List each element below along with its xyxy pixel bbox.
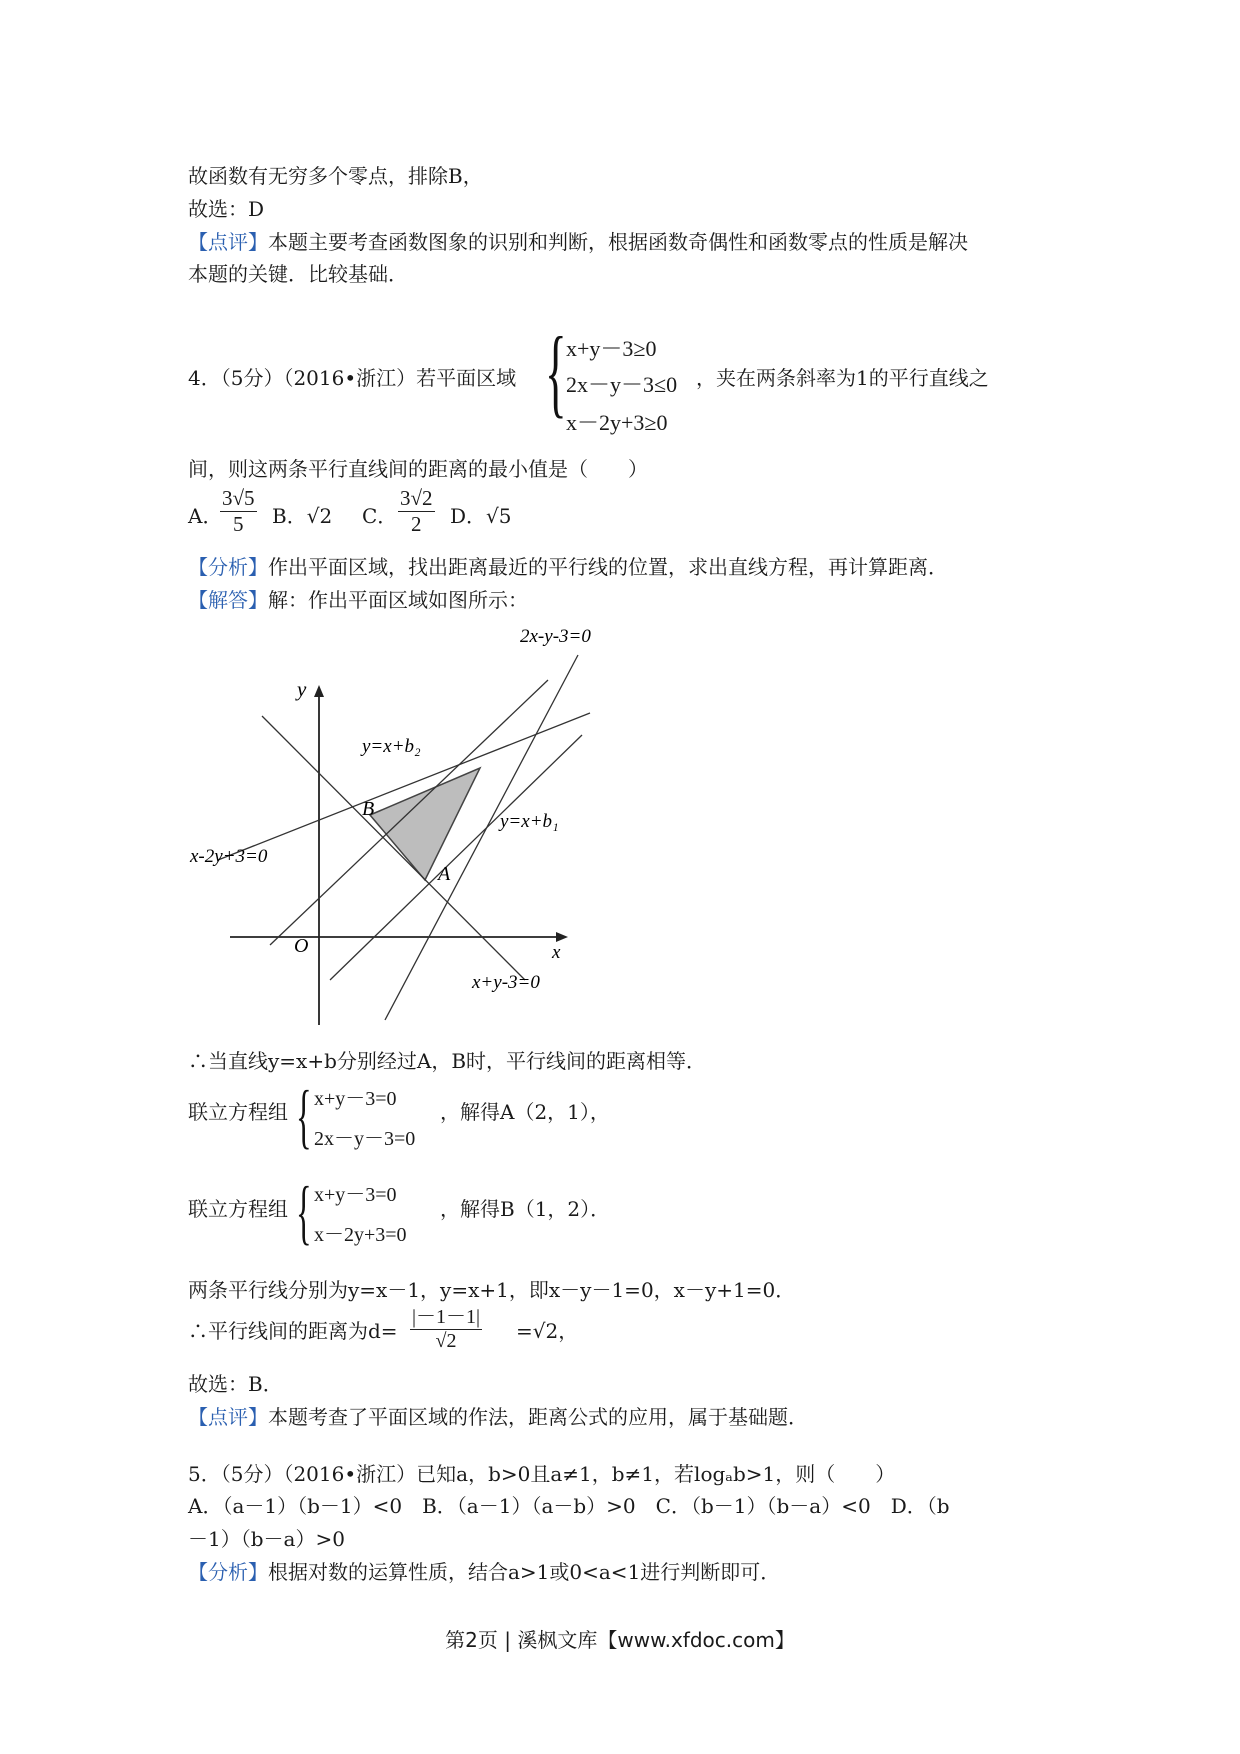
sys3-eq-1: x+y－3=0: [314, 1184, 397, 1206]
analysis-tag: 【分析】: [188, 555, 268, 579]
sol-line-1: ∴当直线y=x+b分别经过A，B时，平行线间的距离相等．: [188, 1049, 707, 1073]
q5-stem: 5．（5分）（2016•浙江）已知a，b>0且a≠1，b≠1，若logₐb>1，则（ ）: [188, 1462, 896, 1486]
sol-line-4: 两条平行线分别为y=x－1，y=x+1，即x－y－1=0，x－y+1=0．: [188, 1278, 796, 1302]
analysis-text: 根据对数的运算性质，结合a>1或0<a<1进行判断即可．: [268, 1560, 781, 1584]
sys2-eq-1: x+y－3=0: [314, 1088, 397, 1110]
left-brace: {: [296, 1172, 312, 1252]
sol-line-3-result: ，解得B（1，2）．: [440, 1197, 611, 1221]
comment-line: [188, 1403, 808, 1431]
analysis-text: 作出平面区域，找出距离最近的平行线的位置，求出直线方程，再计算距离．: [268, 555, 948, 579]
label-axis-y: y: [297, 677, 307, 701]
answer-text: 解：作出平面区域如图所示：: [268, 588, 528, 612]
text-line: 本题的关键．比较基础．: [188, 262, 408, 286]
feasible-region: [370, 768, 480, 880]
label-point-b: B: [362, 798, 375, 820]
analysis-line: [188, 553, 948, 581]
option-c-fraction: [398, 486, 435, 537]
line-b1: [330, 735, 582, 980]
option-d: D．√5: [450, 504, 512, 528]
comment-text: 本题主要考查函数图象的识别和判断，根据函数奇偶性和函数零点的性质是解决: [268, 230, 968, 254]
text-line: 故选：D: [188, 197, 265, 221]
analysis-line: [188, 1558, 780, 1586]
q5-options-2: －1）（b－a）>0: [188, 1527, 345, 1551]
sol-line-2: 联立方程组: [188, 1100, 288, 1124]
label-axis-x: x: [552, 942, 561, 963]
analysis-tag: 【分析】: [188, 1560, 268, 1584]
comment-tag: 【点评】: [188, 230, 268, 254]
left-brace: {: [545, 316, 567, 427]
comment-text: 本题考查了平面区域的作法，距离公式的应用，属于基础题．: [268, 1405, 808, 1429]
distance-denominator: √2: [435, 1330, 457, 1352]
answer-tag: 【解答】: [188, 588, 268, 612]
option-a-numerator: 3√5: [222, 486, 255, 510]
x-axis-arrow: [556, 932, 568, 942]
q4-ineq-1: x+y－3≥0: [566, 336, 657, 361]
label-2x-y-3: 2x-y-3=0: [520, 626, 591, 647]
q4-stem: [188, 364, 516, 392]
comment-tag: 【点评】: [188, 1405, 268, 1429]
page-footer: 第2页 | 溪枫文库【www.xfdoc.com】: [445, 1628, 795, 1652]
option-a-denominator: 5: [233, 512, 244, 536]
left-brace: {: [296, 1076, 312, 1156]
option-b: B．√2: [272, 504, 333, 528]
sys3-eq-2: x－2y+3=0: [314, 1224, 407, 1246]
distance-fraction: [410, 1300, 482, 1353]
q4-suffix: ，夹在两条斜率为1的平行直线之: [696, 366, 989, 390]
option-c-denominator: 2: [411, 512, 422, 536]
comment-line: [188, 228, 968, 256]
option-a-fraction: [220, 486, 257, 537]
sol-line-5-result: =√2，: [516, 1319, 579, 1343]
sol-line-6: 故选：B．: [188, 1372, 283, 1396]
option-c-numerator: 3√2: [400, 486, 433, 510]
distance-numerator: |－1－1|: [410, 1300, 482, 1330]
label-b2: y=x+b₂: [362, 736, 421, 757]
sol-line-2-result: ，解得A（2，1），: [440, 1100, 610, 1124]
y-axis-arrow: [314, 685, 324, 697]
label-b1: y=x+b₁: [500, 811, 559, 832]
region-figure: [180, 610, 600, 1030]
option-a-label: A．: [188, 504, 223, 528]
label-x-y-3: x+y-3=0: [472, 972, 540, 993]
q5-options-1: A．（a－1）（b－1）<0 B．（a－1）（a－b）>0 C．（b－1）（b－a）<0 D．（b: [188, 1494, 950, 1518]
q4-prefix: 4．（5分）（2016•浙江）若平面区域: [188, 366, 517, 390]
q4-line2: 间，则这两条平行直线间的距离的最小值是（ ）: [188, 457, 648, 481]
q4-ineq-3: x－2y+3≥0: [566, 410, 668, 435]
label-origin: O: [294, 935, 309, 957]
sol-line-5: ∴平行线间的距离为d=: [188, 1319, 398, 1343]
q4-ineq-2: 2x－y－3≤0: [566, 372, 678, 397]
text-line: 故函数有无穷多个零点，排除B，: [188, 164, 483, 188]
sol-line-3: 联立方程组: [188, 1197, 288, 1221]
label-x-2y-3: x-2y+3=0: [190, 846, 268, 867]
sys2-eq-2: 2x－y－3=0: [314, 1128, 416, 1150]
label-point-a: A: [438, 863, 451, 885]
option-c-label: C．: [362, 504, 398, 528]
